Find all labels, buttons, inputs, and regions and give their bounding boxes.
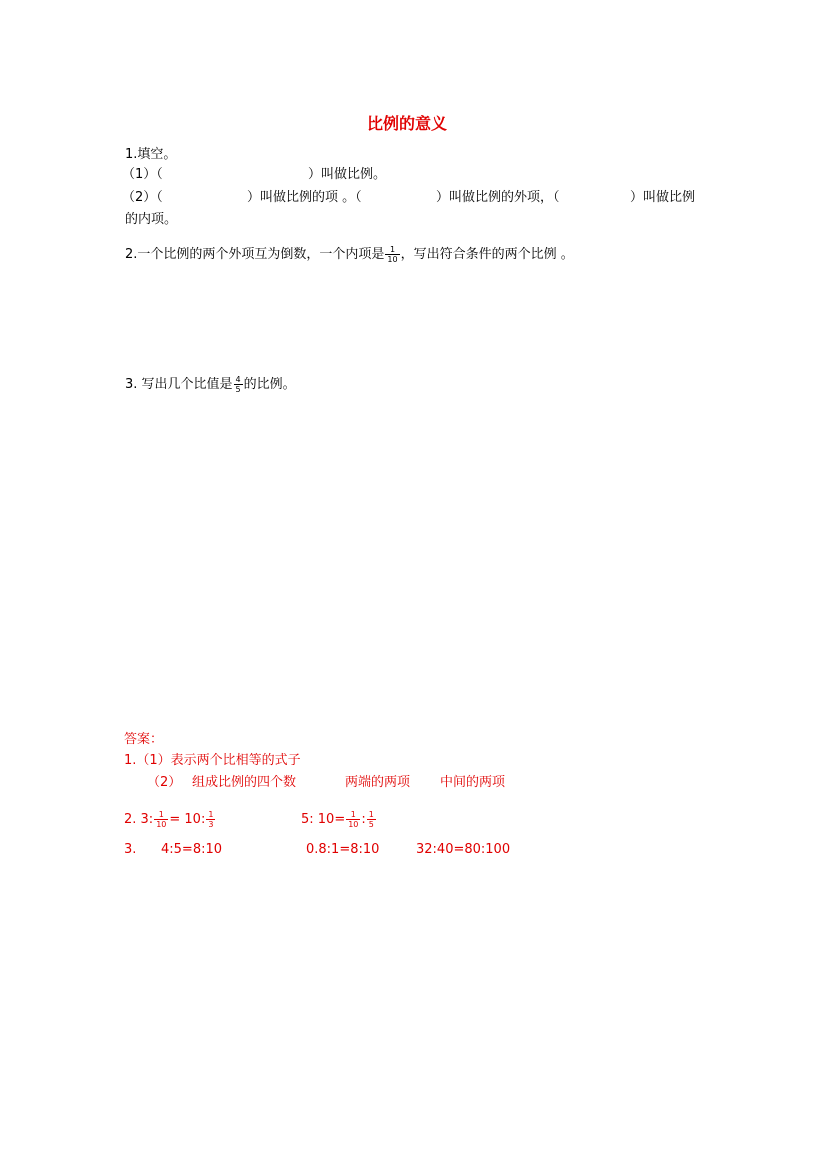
answer-3-label: 3. <box>124 842 137 857</box>
q1-heading: 1.填空。 <box>125 147 177 162</box>
fraction-numerator: 1 <box>350 810 356 819</box>
fraction-numerator: 1 <box>158 810 164 819</box>
answer-2-fraction-4 <box>368 810 375 829</box>
fraction-denominator: 10 <box>387 255 398 264</box>
answer-2-label: 2. 3: <box>124 812 154 827</box>
answer-2-mid: = 10: <box>169 812 206 827</box>
q2-suffix: ，写出符合条件的两个比例 。 <box>400 247 574 262</box>
q3-prefix: 3. 写出几个比值是 <box>125 377 233 392</box>
answer-2-first <box>124 810 216 829</box>
fraction-denominator: 5 <box>235 385 241 394</box>
q1-part2-c: ）叫做比例 <box>630 190 696 205</box>
q1-part1-close: ）叫做比例。 <box>308 167 387 182</box>
q1-part2-b: ）叫做比例的外项，（ <box>436 190 560 205</box>
q1-part2-a: ）叫做比例的项 。（ <box>247 190 362 205</box>
answer-3-value2: 0.8:1=8:10 <box>306 842 380 857</box>
fraction-denominator: 3 <box>208 820 214 829</box>
answers-heading: 答案： <box>124 732 164 747</box>
q2-prefix: 2.一个比例的两个外项互为倒数，一个内项是 <box>125 247 385 262</box>
answer-1-value1: 组成比例的四个数 <box>192 775 297 790</box>
page-title: 比例的意义 <box>367 114 448 133</box>
answer-3-value3: 32:40=80:100 <box>416 842 511 857</box>
q3-text <box>125 375 296 394</box>
q1-part2-open: （2）（ <box>122 190 163 205</box>
answer-2-fraction-1 <box>155 810 167 829</box>
q3-suffix: 的比例。 <box>243 377 296 392</box>
fraction-denominator: 10 <box>156 820 167 829</box>
q1-part1-open: （1）（ <box>122 167 163 182</box>
answer-2-fraction-3 <box>347 810 359 829</box>
fraction-numerator: 1 <box>389 245 396 254</box>
answer-2-second-prefix: 5: 10= <box>301 812 346 827</box>
fraction-numerator: 4 <box>235 375 241 384</box>
q3-fraction <box>235 375 242 394</box>
answer-1-line1: 1.（1）表示两个比相等的式子 <box>124 753 301 768</box>
fraction-numerator: 1 <box>368 810 374 819</box>
answer-3-value1: 4:5=8:10 <box>161 842 223 857</box>
answer-2-fraction-2 <box>207 810 214 829</box>
fraction-denominator: 5 <box>368 820 374 829</box>
answer-2-second <box>301 810 377 829</box>
q2-fraction <box>386 245 398 264</box>
answer-1-value3: 中间的两项 <box>440 775 506 790</box>
answer-1-part2-label: （2） <box>147 775 182 790</box>
answer-2-colon: : <box>361 812 366 827</box>
fraction-denominator: 10 <box>348 820 359 829</box>
answer-1-value2: 两端的两项 <box>345 775 411 790</box>
fraction-numerator: 1 <box>208 810 214 819</box>
q1-part2-line2: 的内项。 <box>125 212 178 227</box>
q2-text <box>125 245 574 264</box>
